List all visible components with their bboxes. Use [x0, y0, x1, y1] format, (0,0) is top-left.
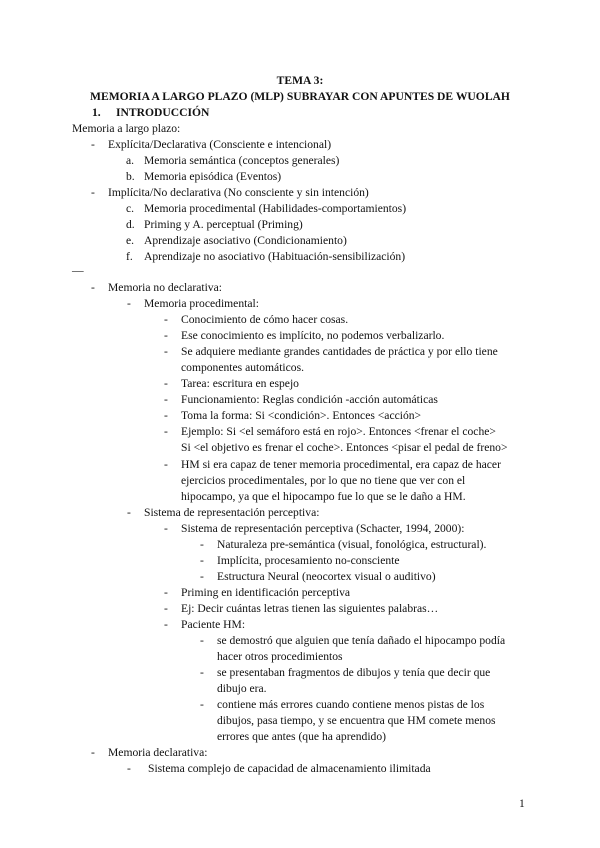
list-item: Conocimiento de cómo hacer cosas.: [181, 313, 349, 326]
list-marker: e.: [126, 234, 135, 247]
list-item-continuation: dibujo era.: [217, 682, 267, 695]
list-marker: a.: [126, 154, 135, 167]
bullet-dash: -: [164, 522, 168, 535]
bullet-dash: -: [91, 746, 95, 759]
bullet-dash: -: [91, 138, 95, 151]
list-marker: d.: [126, 218, 135, 231]
list-item: Memoria procedimental (Habilidades-comportamientos): [144, 202, 407, 215]
intro-heading: Memoria a largo plazo:: [72, 122, 181, 135]
list-item: contiene más errores cuando contiene menos pistas de los: [217, 698, 485, 711]
bullet-dash: -: [164, 458, 168, 471]
bullet-dash: -: [164, 393, 168, 406]
bullet-dash: -: [91, 186, 95, 199]
bullet-dash: -: [164, 425, 168, 438]
list-item: Tarea: escritura en espejo: [181, 377, 299, 390]
bullet-dash: -: [164, 618, 168, 631]
bullet-dash: -: [127, 297, 131, 310]
list-item: Memoria semántica (conceptos generales): [144, 154, 340, 167]
doc-title: MEMORIA A LARGO PLAZO (MLP) SUBRAYAR CON APUNTES DE WUOLAH: [90, 90, 510, 103]
list-item: Sistema complejo de capacidad de almacenamiento ilimitada: [148, 762, 431, 775]
list-item: HM si era capaz de tener memoria procedimental, era capaz de hacer: [181, 458, 501, 471]
list-item-continuation: errores que antes (que ha aprendido): [217, 730, 386, 743]
bullet-dash: -: [200, 698, 204, 711]
list-item: Estructura Neural (neocortex visual o auditivo): [217, 570, 436, 583]
implicita-label: Implícita/No declarativa (No consciente y sin intención): [108, 186, 369, 199]
bullet-dash: -: [164, 409, 168, 422]
explicita-label: Explícita/Declarativa (Consciente e intencional): [108, 138, 332, 151]
separator-dash: —: [72, 264, 84, 277]
list-item-continuation: hacer otros procedimientos: [217, 650, 343, 663]
ejemplo-item: Ej: Decir cuántas letras tienen las siguientes palabras…: [181, 602, 439, 615]
doc-tema: TEMA 3:: [276, 74, 324, 87]
list-item: Toma la forma: Si <condición>. Entonces <acción>: [181, 409, 422, 422]
priming-item: Priming en identificación perceptiva: [181, 586, 351, 599]
no-declarativa-label: Memoria no declarativa:: [108, 281, 222, 294]
list-marker: c.: [126, 202, 135, 215]
list-item: Aprendizaje asociativo (Condicionamiento): [144, 234, 347, 247]
section-number: 1.: [92, 106, 101, 119]
list-item: Aprendizaje no asociativo (Habituación-sensibilización): [144, 250, 406, 263]
bullet-dash: -: [200, 634, 204, 647]
bullet-dash: -: [200, 570, 204, 583]
list-item: se demostró que alguien que tenía dañado el hipocampo podía: [217, 634, 506, 647]
section-title: INTRODUCCIÓN: [116, 106, 210, 119]
bullet-dash: -: [200, 666, 204, 679]
bullet-dash: -: [91, 281, 95, 294]
list-item: se presentaban fragmentos de dibujos y tenía que decir que: [217, 666, 491, 679]
list-item: Priming y A. perceptual (Priming): [144, 218, 303, 231]
list-item: Naturaleza pre-semántica (visual, fonológica, estructural).: [217, 538, 487, 551]
page-number: 1: [519, 797, 525, 810]
list-item: Se adquiere mediante grandes cantidades de práctica y por ello tiene: [181, 345, 498, 358]
list-item-continuation: componentes automáticos.: [181, 361, 304, 374]
bullet-dash: -: [127, 506, 131, 519]
declarativa-label: Memoria declarativa:: [108, 746, 208, 759]
list-item: Ejemplo: Si <el semáforo está en rojo>. Entonces <frenar el coche>: [181, 425, 496, 438]
bullet-dash: -: [164, 377, 168, 390]
bullet-dash: -: [200, 538, 204, 551]
paciente-label: Paciente HM:: [181, 618, 246, 631]
list-item-continuation: hipocampo, ya que el hipocampo fue lo que se le daño a HM.: [181, 490, 466, 503]
list-item: Ese conocimiento es implícito, no podemos verbalizarlo.: [181, 329, 445, 342]
bullet-dash: -: [200, 554, 204, 567]
list-item-continuation: dibujos, pasa tiempo, y se encuentra que HM comete menos: [217, 714, 496, 727]
list-item: Memoria episódica (Eventos): [144, 170, 282, 183]
list-marker: f.: [126, 250, 133, 263]
list-marker: b.: [126, 170, 135, 183]
bullet-dash: -: [164, 329, 168, 342]
bullet-dash: -: [164, 602, 168, 615]
bullet-dash: -: [164, 313, 168, 326]
list-item-continuation: Si <el objetivo es frenar el coche>. Entonces <pisar el pedal de freno>: [181, 441, 508, 454]
bullet-dash: -: [164, 586, 168, 599]
srp-label: Sistema de representación perceptiva (Schacter, 1994, 2000):: [181, 522, 465, 535]
bullet-dash: -: [127, 762, 131, 775]
procedimental-label: Memoria procedimental:: [144, 297, 259, 310]
representacion-label: Sistema de representación perceptiva:: [144, 506, 320, 519]
bullet-dash: -: [164, 345, 168, 358]
list-item: Funcionamiento: Reglas condición -acción automáticas: [181, 393, 438, 406]
list-item-continuation: ejercicios procedimentales, por lo que no tiene que ver con el: [181, 474, 466, 487]
list-item: Implícita, procesamiento no-consciente: [217, 554, 400, 567]
